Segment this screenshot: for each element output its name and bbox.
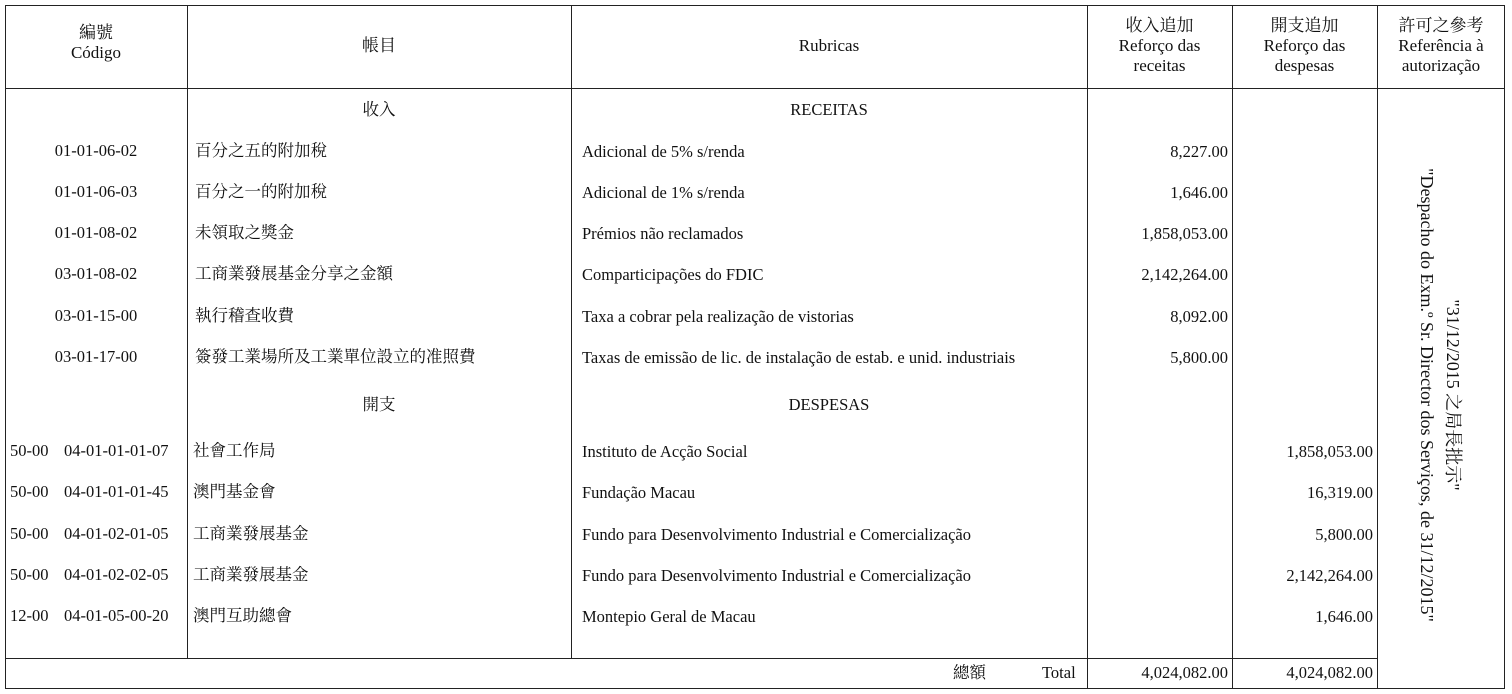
total-label-pt: Total: [1042, 663, 1076, 682]
row-expense-amount: 16,319.00: [1307, 483, 1373, 502]
row-account-zh: 社會工作局: [193, 441, 276, 460]
row-account-zh: 簽發工業場所及工業單位設立的准照費: [195, 347, 476, 366]
row-account-zh: 百分之一的附加稅: [195, 182, 327, 201]
row-revenue-amount: 1,646.00: [1170, 183, 1228, 202]
row-revenue-amount: 8,092.00: [1170, 307, 1228, 326]
revenue-header-pt1: Reforço das: [1118, 36, 1201, 55]
row-org-code: 50-00: [10, 482, 49, 501]
row-rubric-pt: Taxas de emissão de lic. de instalação de estab. e unid. industriais: [582, 348, 1016, 367]
revenue-header-zh: 收入追加: [1125, 16, 1194, 35]
row-code: 01-01-08-02: [54, 223, 138, 242]
total-revenue: 4,024,082.00: [1141, 663, 1228, 682]
row-org-code: 50-00: [10, 441, 49, 460]
row-rubric-pt: Fundação Macau: [582, 483, 696, 502]
total-label-zh: 總額: [953, 663, 986, 682]
revenue-header-pt2: receitas: [1133, 56, 1186, 75]
row-account-zh: 百分之五的附加稅: [195, 141, 327, 160]
row-code: 03-01-17-00: [54, 347, 138, 366]
row-rubric-pt: Adicional de 5% s/renda: [582, 142, 745, 161]
row-rubric-pt: Instituto de Acção Social: [582, 442, 748, 461]
row-expense-amount: 2,142,264.00: [1286, 566, 1373, 585]
account-header: 帳目: [362, 36, 396, 55]
row-revenue-amount: 1,858,053.00: [1141, 224, 1228, 243]
row-revenue-amount: 2,142,264.00: [1141, 265, 1228, 284]
authorization-header-zh: 許可之參考: [1398, 16, 1484, 35]
header-divider: [5, 88, 1505, 89]
authorization-line-zh: "31/12/2015 之局長批示": [1443, 299, 1463, 491]
authorization-header: [1377, 16, 1505, 76]
rubric-header: Rubricas: [798, 36, 860, 55]
row-org-code: 12-00: [10, 606, 49, 625]
row-code: 04-01-02-02-05: [64, 565, 169, 584]
column-divider: [1087, 5, 1088, 689]
code-header-zh: 編號: [79, 23, 113, 42]
row-code: 01-01-06-02: [54, 141, 138, 160]
row-rubric-pt: Adicional de 1% s/renda: [582, 183, 745, 202]
row-rubric-pt: Montepio Geral de Macau: [582, 607, 756, 626]
row-rubric-pt: Fundo para Desenvolvimento Industrial e Comercialização: [582, 566, 971, 585]
row-code: 04-01-01-01-07: [64, 441, 169, 460]
revenue-header: [1087, 16, 1232, 76]
code-header: [5, 23, 187, 63]
row-rubric-pt: Fundo para Desenvolvimento Industrial e Comercialização: [582, 525, 971, 544]
row-rubric-pt: Comparticipações do FDIC: [582, 265, 764, 284]
row-expense-amount: 1,858,053.00: [1286, 442, 1373, 461]
section-expenses-pt: DESPESAS: [788, 395, 870, 414]
code-header-pt: Código: [70, 43, 122, 62]
section-expenses-zh: 開支: [362, 395, 396, 414]
row-account-zh: 澳門互助總會: [193, 606, 292, 625]
row-account-zh: 工商業發展基金: [193, 524, 309, 543]
expense-header: [1232, 16, 1377, 76]
row-code: 04-01-05-00-20: [64, 606, 169, 625]
row-expense-amount: 5,800.00: [1315, 525, 1373, 544]
authorization-reference: [1380, 160, 1500, 630]
authorization-header-pt2: autorização: [1401, 56, 1481, 75]
row-code: 03-01-08-02: [54, 264, 138, 283]
row-rubric-pt: Taxa a cobrar pela realização de vistorias: [582, 307, 854, 326]
expense-header-pt2: despesas: [1274, 56, 1335, 75]
authorization-header-pt1: Referência à: [1398, 36, 1484, 55]
row-account-zh: 未領取之獎金: [195, 223, 294, 242]
row-expense-amount: 1,646.00: [1315, 607, 1373, 626]
row-code: 04-01-02-01-05: [64, 524, 169, 543]
total-expense: 4,024,082.00: [1286, 663, 1373, 682]
row-org-code: 50-00: [10, 524, 49, 543]
row-account-zh: 澳門基金會: [193, 482, 276, 501]
row-account-zh: 工商業發展基金分享之金額: [195, 264, 393, 283]
row-code: 03-01-15-00: [54, 306, 138, 325]
row-account-zh: 工商業發展基金: [193, 565, 309, 584]
row-code: 01-01-06-03: [54, 182, 138, 201]
column-divider: [1377, 5, 1378, 689]
row-org-code: 50-00: [10, 565, 49, 584]
row-revenue-amount: 8,227.00: [1170, 142, 1228, 161]
expense-header-pt1: Reforço das: [1263, 36, 1346, 55]
column-divider: [1232, 5, 1233, 689]
expense-header-zh: 開支追加: [1270, 16, 1339, 35]
row-code: 04-01-01-01-45: [64, 482, 169, 501]
row-rubric-pt: Prémios não reclamados: [582, 224, 744, 243]
authorization-line-pt: "Despacho do Exm.º Sr. Director dos Serviços, de 31/12/2015": [1417, 168, 1437, 622]
total-divider: [5, 658, 1378, 659]
section-receipts-zh: 收入: [362, 100, 396, 119]
row-revenue-amount: 5,800.00: [1170, 348, 1228, 367]
section-receipts-pt: RECEITAS: [790, 100, 868, 119]
row-account-zh: 執行稽查收費: [195, 306, 294, 325]
